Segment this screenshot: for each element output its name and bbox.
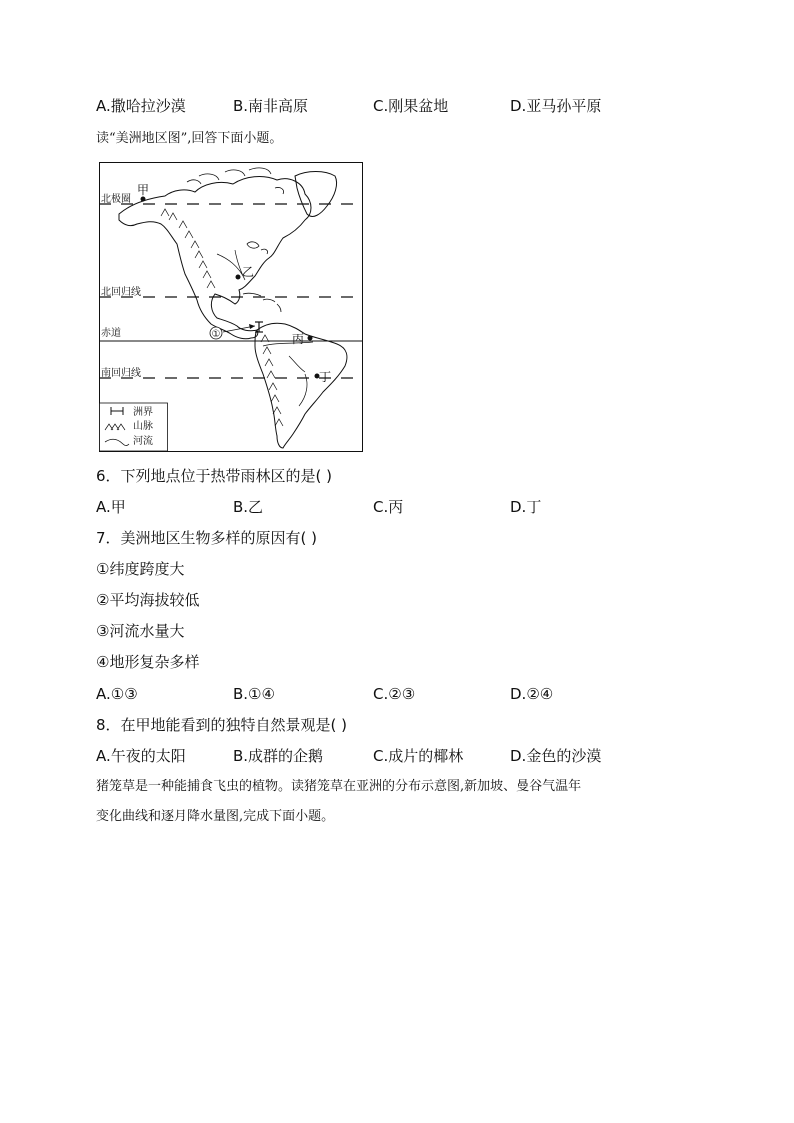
q7-option-d[interactable]: D.②④ xyxy=(510,685,554,703)
point-ding-label: 丁 xyxy=(319,370,332,384)
q7-item-3: ③河流水量大 xyxy=(96,622,185,640)
legend-mountain-label: 山脉 xyxy=(133,421,153,432)
marker-one: ① xyxy=(211,329,221,340)
point-yi-dot xyxy=(236,275,241,280)
q7-stem: 7．美洲地区生物多样的原因有( ) xyxy=(96,529,318,547)
legend-river-label: 河流 xyxy=(133,436,153,447)
label-equator: 赤道 xyxy=(101,328,121,339)
point-yi-label: 乙 xyxy=(242,265,255,279)
americas-map xyxy=(99,162,363,452)
q6-option-c[interactable]: C.丙 xyxy=(373,498,404,516)
q5-option-d[interactable]: D.亚马孙平原 xyxy=(510,97,602,115)
point-bing-label: 丙 xyxy=(292,332,305,346)
point-jia-label: 甲 xyxy=(137,183,150,197)
q8-option-c[interactable]: C.成片的椰林 xyxy=(373,747,464,765)
label-tropic-of-cancer: 北回归线 xyxy=(101,287,141,298)
q7-item-2: ②平均海拔较低 xyxy=(96,591,200,609)
q7-option-b[interactable]: B.①④ xyxy=(233,685,275,703)
q8-option-d[interactable]: D.金色的沙漠 xyxy=(510,747,602,765)
q8-option-a[interactable]: A.午夜的太阳 xyxy=(96,747,186,765)
next-intro-line-1: 猪笼草是一种能捕食飞虫的植物。读猪笼草在亚洲的分布示意图,新加坡、曼谷气温年 xyxy=(96,779,582,794)
q5-option-c[interactable]: C.刚果盆地 xyxy=(373,97,449,115)
q5-option-b[interactable]: B.南非高原 xyxy=(233,97,309,115)
point-jia-dot xyxy=(141,197,146,202)
q8-option-b[interactable]: B.成群的企鹅 xyxy=(233,747,324,765)
q7-option-a[interactable]: A.①③ xyxy=(96,685,138,703)
q7-option-c[interactable]: C.②③ xyxy=(373,685,416,703)
q5-option-a[interactable]: A.撒哈拉沙漠 xyxy=(96,97,186,115)
q6-stem: 6．下列地点位于热带雨林区的是( ) xyxy=(96,467,333,485)
q6-option-b[interactable]: B.乙 xyxy=(233,498,264,516)
label-arctic-circle: 北极圈 xyxy=(101,194,131,205)
q6-option-d[interactable]: D.丁 xyxy=(510,498,542,516)
q6-option-a[interactable]: A.甲 xyxy=(96,498,126,516)
map-intro: 读“美洲地区图”,回答下面小题。 xyxy=(96,131,283,146)
next-intro-line-2: 变化曲线和逐月降水量图,完成下面小题。 xyxy=(96,809,335,824)
point-bing-dot xyxy=(308,336,313,341)
label-tropic-of-capricorn: 南回归线 xyxy=(101,368,141,379)
q7-item-1: ①纬度跨度大 xyxy=(96,560,185,578)
q8-stem: 8．在甲地能看到的独特自然景观是( ) xyxy=(96,716,348,734)
q7-item-4: ④地形复杂多样 xyxy=(96,653,200,671)
legend-boundary-label: 洲界 xyxy=(133,407,153,418)
